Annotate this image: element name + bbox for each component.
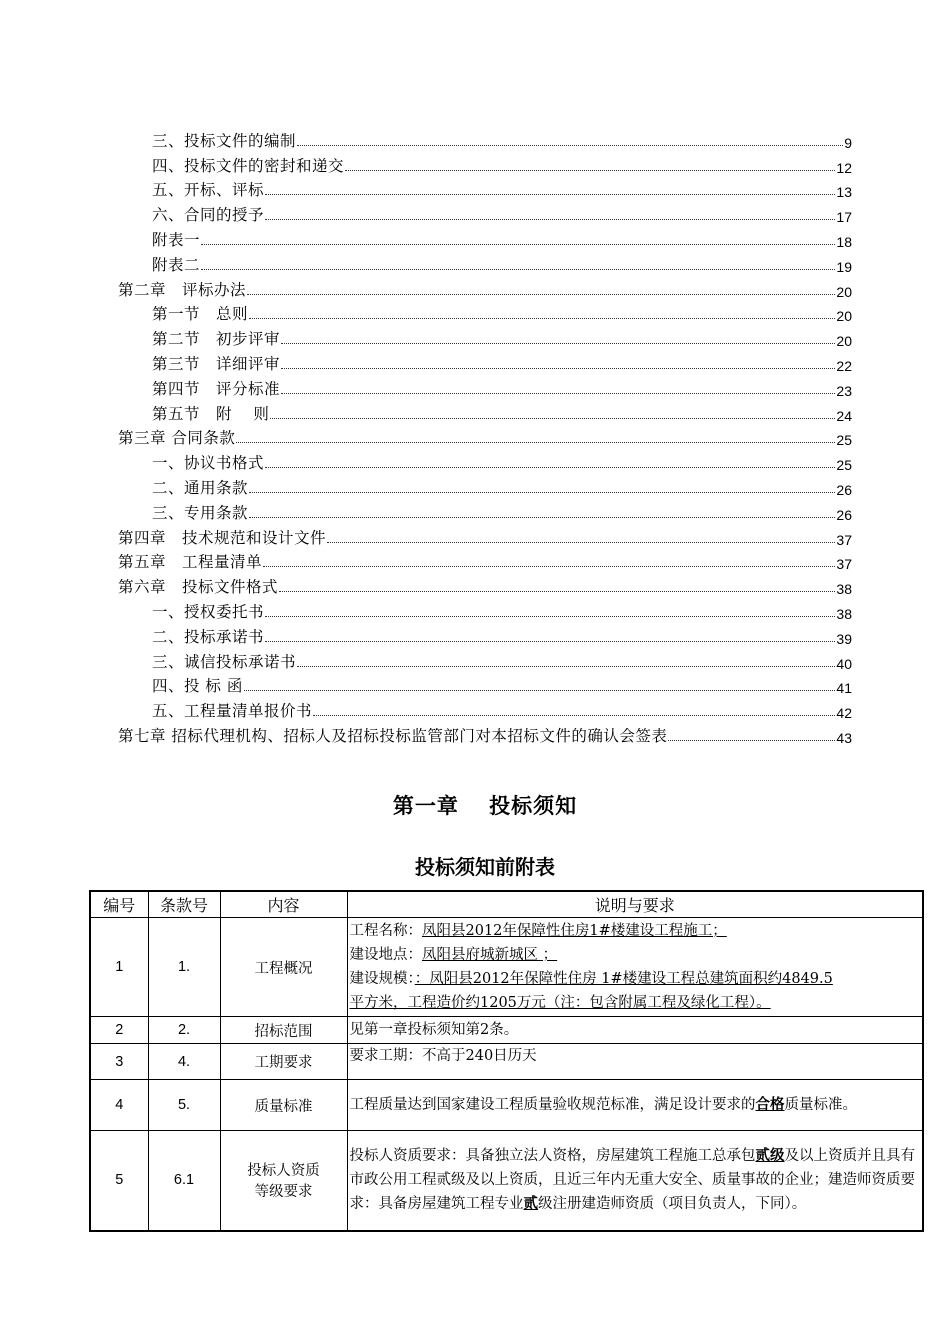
toc-leader-dots	[247, 293, 835, 295]
toc-entry-page: 12	[836, 159, 852, 176]
toc-entry[interactable]	[118, 424, 852, 449]
toc-entry[interactable]	[118, 324, 852, 349]
row-content: 工期要求	[220, 1044, 347, 1080]
toc-leader-dots	[236, 441, 835, 443]
row-description: 要求工期：不高于240日历天	[347, 1044, 923, 1080]
row-content: 工程概况	[220, 918, 347, 1017]
toc-entry-page: 18	[836, 233, 852, 250]
toc-entry[interactable]	[118, 548, 852, 573]
toc-entry-page: 19	[836, 258, 852, 275]
toc-entry[interactable]	[118, 498, 852, 523]
toc-entry-page: 41	[836, 680, 852, 697]
row-content: 质量标准	[220, 1080, 347, 1131]
project-site-value: 凤阳县府城新城区 ；	[422, 947, 558, 963]
qualification-grade: 贰	[523, 1195, 538, 1213]
toc-entry-page: 20	[836, 308, 852, 325]
row-clause: 4.	[148, 1044, 220, 1080]
toc-leader-dots	[313, 714, 835, 716]
bid-notice-appendix-table	[89, 890, 924, 1232]
toc-entry[interactable]	[118, 448, 852, 473]
row-clause: 6.1	[148, 1131, 220, 1231]
toc-entry-label: 第三节 详细评审	[152, 354, 281, 373]
qualification-text: 级注册建造师资质（项目负责人，下同）。	[538, 1196, 807, 1213]
toc-entry-label: 第四节 评分标准	[152, 379, 281, 398]
toc-leader-dots	[281, 367, 835, 369]
row-description: 见第一章投标须知第2条。	[347, 1017, 923, 1044]
toc-entry[interactable]	[118, 250, 852, 275]
toc-leader-dots	[281, 342, 835, 344]
row-content: 招标范围	[220, 1017, 347, 1044]
toc-leader-dots	[297, 665, 835, 667]
table-row	[90, 1080, 923, 1131]
row-number: 5	[90, 1131, 148, 1231]
header-content: 内容	[220, 891, 347, 918]
toc-leader-dots	[265, 193, 835, 195]
toc-entry[interactable]	[118, 399, 852, 424]
qualification-grade: 贰级	[755, 1147, 785, 1165]
toc-entry-page: 24	[836, 407, 852, 424]
toc-entry-label: 第二章 评标办法	[118, 280, 247, 299]
toc-entry-label: 三、诚信投标承诺书	[152, 652, 297, 671]
toc-entry-page: 38	[836, 581, 852, 598]
toc-entry-page: 26	[836, 506, 852, 523]
toc-entry[interactable]	[118, 151, 852, 176]
toc-entry-label: 第五节 附 则	[152, 404, 270, 423]
toc-entry[interactable]	[118, 721, 852, 746]
toc-leader-dots	[281, 392, 835, 394]
toc-leader-dots	[249, 516, 835, 518]
qualification-text: 及以上资质并且具有市政公用工程贰级及以上资质，且近三年内无重大安全、质量事故的企业；建造师资质要求：具备房屋建筑工程专业	[349, 1148, 915, 1213]
header-description: 说明与要求	[347, 891, 923, 918]
toc-entry-label: 第三章 合同条款	[118, 429, 236, 448]
toc-entry-page: 23	[836, 382, 852, 399]
chapter-title: 第一章 投标须知	[392, 794, 578, 818]
table-title: 投标须知前附表	[415, 855, 555, 879]
table-row	[90, 918, 923, 1017]
toc-entry-page: 39	[836, 630, 852, 647]
table-row	[90, 1044, 923, 1080]
table-header-row	[90, 891, 923, 918]
toc-entry[interactable]	[118, 647, 852, 672]
toc-entry[interactable]	[118, 300, 852, 325]
toc-entry-page: 17	[836, 209, 852, 226]
toc-entry[interactable]	[118, 374, 852, 399]
toc-entry-label: 四、投标文件的密封和递交	[152, 156, 345, 175]
table-row	[90, 1131, 923, 1231]
row-clause: 5.	[148, 1080, 220, 1131]
toc-entry[interactable]	[118, 597, 852, 622]
project-name-value: 凤阳县2012年保障性住房1#楼建设工程施工；	[422, 923, 727, 939]
toc-entry-label: 二、投标承诺书	[152, 627, 265, 646]
toc-entry-page: 37	[836, 556, 852, 573]
toc-entry-label: 一、协议书格式	[152, 454, 265, 473]
toc-leader-dots	[265, 466, 835, 468]
toc-entry-page: 20	[836, 333, 852, 350]
toc-entry-page: 25	[836, 432, 852, 449]
toc-entry-page: 37	[836, 531, 852, 548]
toc-entry-label: 第四章 技术规范和设计文件	[118, 528, 327, 547]
quality-text: 工程质量达到国家建设工程质量验收规范标准，满足设计要求的	[349, 1097, 756, 1113]
project-scale-label: 建设规模：	[349, 971, 415, 987]
project-scale-value-cont: 平方米，工程造价约1205万元（注：包含附属工程及绿化工程）。	[349, 995, 771, 1011]
table-row	[90, 1017, 923, 1044]
toc-entry[interactable]	[118, 572, 852, 597]
toc-leader-dots	[270, 417, 835, 419]
toc-entry[interactable]	[118, 200, 852, 225]
toc-entry-label: 第七章 招标代理机构、招标人及招标投标监管部门对本招标文件的确认会签表	[118, 726, 668, 745]
project-scale-value: ：凤阳县2012年保障性住房 1#楼建设工程总建筑面积约4849.5	[414, 971, 833, 987]
toc-leader-dots	[249, 491, 835, 493]
toc-entry[interactable]	[118, 473, 852, 498]
toc-entry-page: 13	[836, 184, 852, 201]
toc-leader-dots	[263, 565, 835, 567]
toc-entry-page: 25	[836, 457, 852, 474]
toc-entry-label: 三、专用条款	[152, 503, 249, 522]
toc-entry-label: 三、投标文件的编制	[152, 131, 297, 150]
header-clause: 条款号	[148, 891, 220, 918]
toc-entry[interactable]	[118, 275, 852, 300]
toc-leader-dots	[327, 541, 835, 543]
toc-entry-label: 附表二	[152, 255, 201, 274]
row-number: 2	[90, 1017, 148, 1044]
row-number: 1	[90, 918, 148, 1017]
toc-leader-dots	[265, 218, 835, 220]
toc-entry-page: 20	[836, 283, 852, 300]
toc-entry-label: 附表一	[152, 230, 201, 249]
toc-entry[interactable]	[118, 622, 852, 647]
row-content-line: 等级要求	[254, 1184, 313, 1201]
toc-leader-dots	[345, 169, 835, 171]
toc-entry[interactable]	[118, 523, 852, 548]
toc-entry-page: 26	[836, 481, 852, 498]
toc-entry[interactable]	[118, 176, 852, 201]
quality-text-end: 质量标准。	[784, 1097, 857, 1113]
toc-entry[interactable]	[118, 349, 852, 374]
row-description	[347, 1080, 923, 1131]
toc-leader-dots	[201, 268, 835, 270]
toc-entry[interactable]	[118, 225, 852, 250]
toc-entry-page: 40	[836, 655, 852, 672]
qualification-text: 投标人资质要求：具备独立法人资格，房屋建筑工程施工总承包	[349, 1148, 756, 1165]
row-description	[347, 1131, 923, 1231]
toc-entry[interactable]	[118, 696, 852, 721]
row-number: 3	[90, 1044, 148, 1080]
project-site-label: 建设地点：	[349, 947, 422, 963]
table-of-contents	[118, 126, 852, 746]
toc-entry[interactable]	[118, 126, 852, 151]
row-clause: 2.	[148, 1017, 220, 1044]
row-clause: 1.	[148, 918, 220, 1017]
toc-entry-label: 四、投 标 函	[152, 677, 243, 696]
toc-entry-label: 二、通用条款	[152, 478, 249, 497]
toc-entry-label: 第一节 总则	[152, 305, 249, 324]
toc-leader-dots	[265, 615, 835, 617]
toc-leader-dots	[201, 243, 835, 245]
toc-entry-page: 42	[836, 705, 852, 722]
toc-leader-dots	[279, 590, 835, 592]
toc-entry-page: 9	[844, 134, 852, 151]
quality-emphasis: 合格	[755, 1096, 785, 1113]
header-number: 编号	[90, 891, 148, 918]
toc-entry-label: 五、工程量清单报价书	[152, 702, 313, 721]
toc-entry-label: 六、合同的授予	[152, 206, 265, 225]
toc-entry-label: 第六章 投标文件格式	[118, 578, 279, 597]
toc-entry-label: 第二节 初步评审	[152, 330, 281, 349]
toc-entry-label: 五、开标、评标	[152, 181, 265, 200]
row-content-line: 投标人资质	[247, 1163, 320, 1180]
toc-entry-page: 22	[836, 357, 852, 374]
row-content	[220, 1131, 347, 1231]
toc-entry-page: 38	[836, 605, 852, 622]
toc-leader-dots	[244, 689, 836, 691]
row-description	[347, 918, 923, 1017]
toc-leader-dots	[265, 640, 835, 642]
toc-entry-label: 第五章 工程量清单	[118, 553, 263, 572]
toc-leader-dots	[297, 144, 843, 146]
toc-entry-page: 43	[836, 729, 852, 746]
toc-entry-label: 一、授权委托书	[152, 602, 265, 621]
project-name-label: 工程名称：	[349, 923, 422, 939]
toc-entry[interactable]	[118, 672, 852, 697]
toc-leader-dots	[668, 739, 835, 741]
toc-leader-dots	[249, 317, 835, 319]
row-number: 4	[90, 1080, 148, 1131]
